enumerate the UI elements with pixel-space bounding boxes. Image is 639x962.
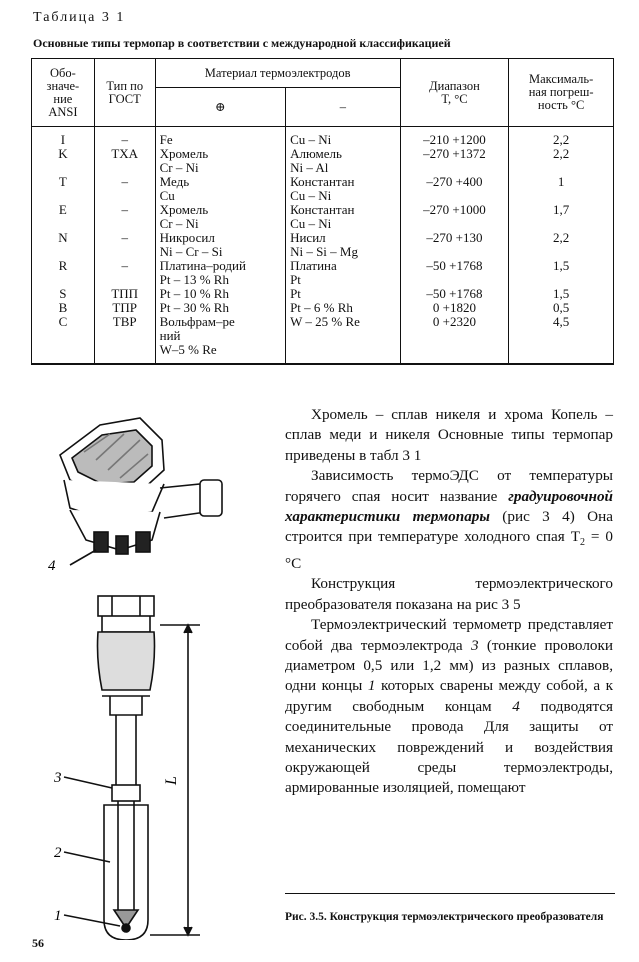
table-cell-range: –50 +1768 [400,259,509,287]
table-cell-error: 1 [509,175,614,203]
header-ansi: Обо- значе- ние ANSI [32,59,95,127]
table-cell-minus: Платина Pt [286,259,401,287]
table-cell-gost: – [94,259,155,287]
table-cell-minus: Pt Pt – 6 % Rh W – 25 % Re [286,287,401,364]
body-text [285,405,613,799]
table-row [32,175,614,203]
paragraph-1: Хромель – сплав никеля и хрома Копель – сплав меди и никеля Основные типы термопар приведены в табл 3 1 [285,406,613,464]
table-cell-gost: – [94,231,155,259]
table-cell-gost: ТПП ТПР ТВР [94,287,155,364]
table-row [32,231,614,259]
table-cell-plus: Fe Хромель Cr – Ni [155,127,285,176]
table-cell-error: 2,2 [509,231,614,259]
figure-label-1: 1 [54,908,62,924]
table-cell-ansi: I K [32,127,95,176]
paragraph-4: Термоэлектрический термометр представляет собой два термоэлектрода 3 (тонкие проволоки диаметром 0,5 или 1,2 мм) из разных сплавов, одни концы 1 которых сварены между собой, а к другим свободным концам 4 подводятся соединительные провода Для защиты от механических повреждений и воздействия окружающей среды термоэлектроды, армированные изоляцией, помещают [285,616,614,797]
header-gost: Тип по ГОСТ [94,59,155,127]
header-range: Диапазон T, °C [400,59,509,127]
table-row [32,203,614,231]
table-row [32,259,614,287]
figure-label-length: L [163,776,180,785]
table-cell-error: 1,7 [509,203,614,231]
page-number: 56 [32,936,44,950]
table-cell-range: –270 +400 [400,175,509,203]
table-cell-range: –270 +1000 [400,203,509,231]
table-cell-gost: – [94,203,155,231]
header-error: Максималь- ная погреш- ность °C [509,59,614,127]
table-row [32,287,614,364]
table-cell-plus: Медь Cu [155,175,285,203]
paragraph-2: Зависимость термоЭДС от температуры горячего спая носит название градуировочной характеристики термопары (рис 3 4) Она строится при температуре холодного спая $T_2 = 0$ °C [285,467,613,572]
table-cell-gost: – ТХА [94,127,155,176]
table-title: Основные типы термопар в соответствии с международной классификацией [33,36,451,50]
header-plus: ⊕ [155,88,285,127]
table-cell-range: –270 +130 [400,231,509,259]
table-cell-gost: – [94,175,155,203]
table-cell-ansi: R [32,259,95,287]
table-cell-minus: Cu – Ni Алюмель Ni – Al [286,127,401,176]
thermocouple-figure [40,400,280,940]
table-caption: Таблица 3 1 [33,10,126,25]
table-cell-range: –210 +1200 –270 +1372 [400,127,509,176]
caption-divider [285,893,615,894]
table-cell-minus: Константан Cu – Ni [286,203,401,231]
table-cell-ansi: E [32,203,95,231]
figure-label-2: 2 [54,845,62,861]
paragraph-3: Конструкция термоэлектрического преобразователя показана на рис 3 5 [285,575,613,613]
table-cell-range: –50 +1768 0 +1820 0 +2320 [400,287,509,364]
thermocouple-table [31,58,614,365]
table-cell-plus: Хромель Cr – Ni [155,203,285,231]
figure-label-3: 3 [54,770,62,786]
table-cell-error: 1,5 0,5 4,5 [509,287,614,364]
table-row [32,127,614,176]
table-cell-ansi: T [32,175,95,203]
header-minus: – [286,88,401,127]
table-cell-minus: Константан Cu – Ni [286,175,401,203]
header-material: Материал термоэлектродов [155,59,400,88]
table-cell-plus: Платина–родий Pt – 13 % Rh [155,259,285,287]
table-cell-minus: Нисил Ni – Si – Mg [286,231,401,259]
table-cell-plus: Никросил Ni – Cr – Si [155,231,285,259]
table-cell-ansi: N [32,231,95,259]
table-cell-error: 2,2 2,2 [509,127,614,176]
table-cell-ansi: S B C [32,287,95,364]
table-cell-error: 1,5 [509,259,614,287]
figure-label-4: 4 [48,558,56,574]
figure-caption: Рис. 3.5. Конструкция термоэлектрического преобразователя [285,911,604,923]
table-cell-plus: Pt – 10 % Rh Pt – 30 % Rh Вольфрам–ре ний W–5 % Re [155,287,285,364]
